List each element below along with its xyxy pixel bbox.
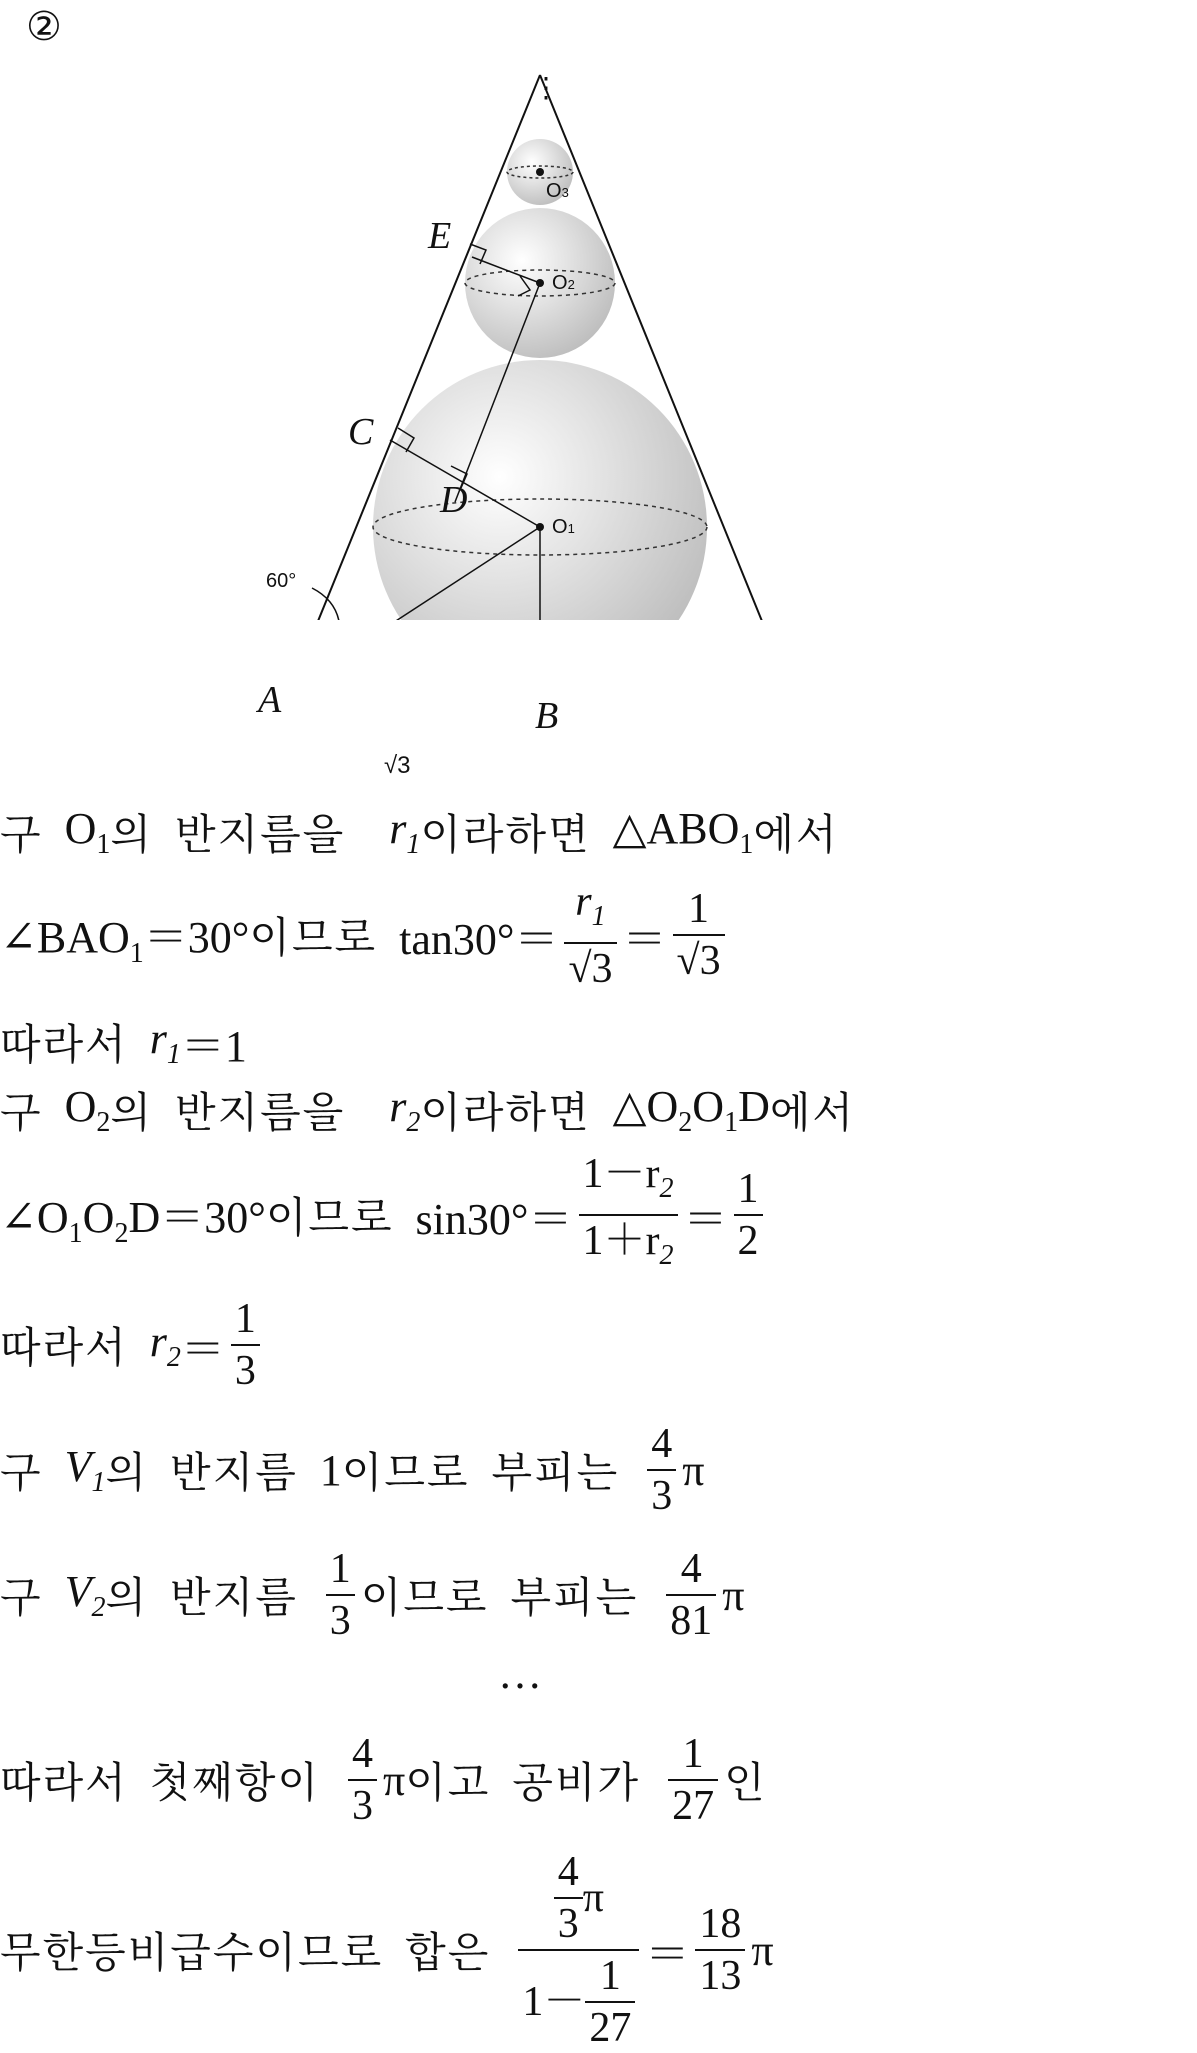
base-length-label: √3 <box>384 752 411 779</box>
cone-sphere-figure <box>180 60 820 620</box>
solution-line-6: 따라서 $r_2$ ＝ $\frac{1}{3}$ <box>0 1290 266 1400</box>
solution-line-1: 구 $O_1$ 의 반지름을 $r_1$ 이라하면 $\triangle ABO_1$ 에서 <box>0 804 839 860</box>
label-c: C <box>348 411 374 453</box>
label-e: E <box>428 215 452 257</box>
label-b: B <box>535 695 559 737</box>
label-o1: O1 <box>552 516 575 538</box>
solution-line-3: 따라서 $r_1$ ＝1 <box>0 1014 247 1071</box>
solution-line-4: 구 $O_2$ 의 반지름을 $r_2$ 이라하면 $\triangle O_2O_1D$ 에서 <box>0 1082 855 1138</box>
angle-label: 60° <box>266 570 297 592</box>
label-a: A <box>258 679 282 721</box>
solution-line-8: 구 $V_2$ 의 반지름 $\frac{1}{3}$ 이므로 부피는 $\frac{4}{81}$ π <box>0 1546 745 1644</box>
continuation-dots: ⋮ <box>532 71 560 104</box>
solution-line-11: 무한등비급수이므로 합은 $\frac{4}{3}$ π 1－ $\frac{1}{27}$ ＝ $\frac{18}{13}$ π <box>0 1849 774 2051</box>
label-o2: O2 <box>552 272 575 294</box>
solution-line-10: 따라서 첫째항이 $\frac{4}{3}$ π 이고 공비가 $\frac{1}{27}$ 인 <box>0 1731 767 1829</box>
solution-line-2: $\angle BAO_1=30^\circ$ 이므로 tan30°＝ $\frac{r_1}{√3}$ ＝ $\frac{1}{√3}$ <box>0 880 731 990</box>
ellipsis: … <box>498 1649 542 1698</box>
problem-number: ② <box>26 4 62 50</box>
label-d: D <box>440 479 468 521</box>
solution-line-5: $\angle O_1O_2D=30^\circ$ 이므로 sin30°＝ $\frac{1-r_2}{1+r_2}$ ＝ $\frac{1}{2}$ <box>0 1155 769 1275</box>
label-o3: O3 <box>546 180 569 202</box>
solution-line-7: 구 $V_1$ 의 반지름 1 이므로 부피는 $\frac{4}{3}$ π <box>0 1421 705 1519</box>
